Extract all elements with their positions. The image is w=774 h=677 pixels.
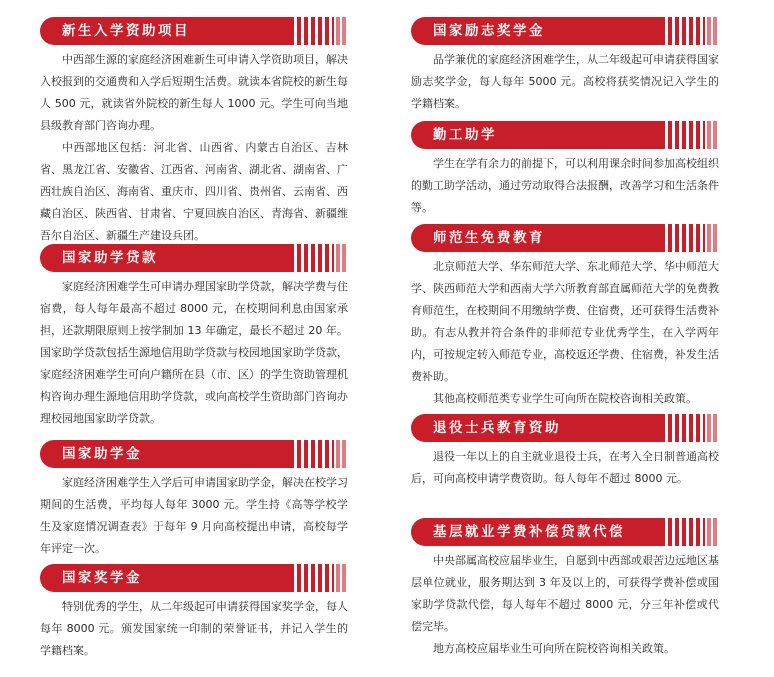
section-freshman-aid: [40, 17, 348, 247]
section-paragraph: 品学兼优的家庭经济困难学生，从二年级起可申请获得国家励志奖学金，每人每年 5000 元。高校将获奖情况记入学生的学籍档案。: [411, 53, 719, 110]
section-banner: [40, 244, 348, 272]
section-banner: [40, 17, 348, 45]
section-paragraph: 家庭经济困难学生入学后可申请国家助学金，解决在校学习期间的生活费，平均每人每年 3000 元。学生持《高等学校学生及家庭情况调查表》于每年 9 月向高校提出申请，高校每学年评定一次。: [40, 476, 348, 555]
section-banner: [411, 414, 719, 442]
section-banner: [411, 121, 719, 149]
section-paragraph: 地方高校应届毕业生可向所在院校咨询相关政策。: [433, 642, 675, 655]
section-title: 国家奖学金: [62, 570, 142, 586]
section-encouragement-scholarship: [411, 17, 719, 115]
banner-stripes-decoration: [294, 17, 348, 45]
section-banner: [40, 564, 348, 592]
section-paragraph: 中西部地区包括：河北省、山西省、内蒙古自治区、吉林省、黑龙江省、安徽省、江西省、河南省、湖北省、湖南省、广西壮族自治区、海南省、重庆市、四川省、贵州省、云南省、西藏自治区、陕西省、甘肃省、宁夏回族自治区、青海省、新疆维吾尔自治区、新疆生产建设兵团。: [40, 141, 348, 242]
section-paragraph: 退役一年以上的自主就业退役士兵，在考入全日制普通高校后，可向高校申请学费资助。每人每年不超过 8000 元。: [411, 450, 719, 485]
section-paragraph: 其他高校师范类专业学生可向所在院校咨询相关政策。: [433, 392, 697, 405]
section-paragraph: 中西部生源的家庭经济困难新生可申请入学资助项目，解决入校报到的交通费和入学后短期生活费。就读本省院校的新生每人 500 元，就读省外院校的新生每人 1000 元。学生可向当地县级教育部门咨询办理。: [40, 53, 348, 132]
section-work-study: [411, 121, 719, 219]
section-title: 新生入学资助项目: [62, 23, 190, 39]
section-veteran-aid: [411, 414, 719, 490]
section-paragraph: 家庭经济困难学生可申请办理国家助学贷款，解决学费与住宿费，每人每年最高不超过 8000 元，在校期间利息由国家承担，还款期限原则上按学制加 13 年确定，最长不超过 20 年。国家助学贷款包括生源地信用助学贷款与校园地国家助学贷款，家庭经济困难学生可向户籍所在县（市、区）的学生资助管理机构咨询办理生源地信用助学贷款，或向高校学生资助部门咨询办理校园地国家助学贷款。: [40, 280, 348, 425]
banner-stripes-decoration: [665, 17, 719, 45]
section-grassroots-compensation: [411, 518, 719, 660]
section-student-loan: [40, 244, 348, 430]
section-banner: [411, 17, 719, 45]
banner-stripes-decoration: [294, 564, 348, 592]
banner-stripes-decoration: [665, 518, 719, 546]
section-title: 师范生免费教育: [433, 230, 545, 246]
banner-stripes-decoration: [665, 121, 719, 149]
banner-stripes-decoration: [665, 414, 719, 442]
section-banner: [411, 224, 719, 252]
section-national-scholarship: [40, 564, 348, 662]
section-title: 国家助学贷款: [62, 250, 158, 266]
section-title: 勤工助学: [433, 127, 497, 143]
banner-stripes-decoration: [294, 244, 348, 272]
section-paragraph: 特别优秀的学生，从二年级起可申请获得国家奖学金，每人每年 8000 元。颁发国家统一印制的荣誉证书，并记入学生的学籍档案。: [40, 600, 348, 657]
banner-stripes-decoration: [665, 224, 719, 252]
section-national-grant: [40, 440, 348, 560]
section-title: 国家助学金: [62, 446, 142, 462]
section-title: 基层就业学费补偿贷款代偿: [433, 524, 625, 540]
section-banner: [411, 518, 719, 546]
section-banner: [40, 440, 348, 468]
section-paragraph: 中央部属高校应届毕业生，自愿到中西部或艰苦边远地区基层单位就业，服务期达到 3 年及以上的，可获得学费补偿或国家助学贷款代偿，每人每年不超过 8000 元，分三年补偿或代偿完毕。: [411, 554, 719, 633]
banner-stripes-decoration: [294, 440, 348, 468]
section-teacher-education: [411, 224, 719, 410]
section-paragraph: 北京师范大学、华东师范大学、东北师范大学、华中师范大学、陕西师范大学和西南大学六所教育部直属师范大学的免费教育师范生，在校期间不用缴纳学费、住宿费，还可获得生活费补助。有志从教并符合条件的非师范专业优秀学生，在入学两年内，可按规定转入师范专业，高校返还学费、住宿费，补发生活费补助。: [411, 260, 719, 383]
section-title: 国家励志奖学金: [433, 23, 545, 39]
section-title: 退役士兵教育资助: [433, 420, 561, 436]
section-paragraph: 学生在学有余力的前提下，可以利用课余时间参加高校组织的勤工助学活动，通过劳动取得合法报酬，改善学习和生活条件等。: [411, 157, 719, 214]
